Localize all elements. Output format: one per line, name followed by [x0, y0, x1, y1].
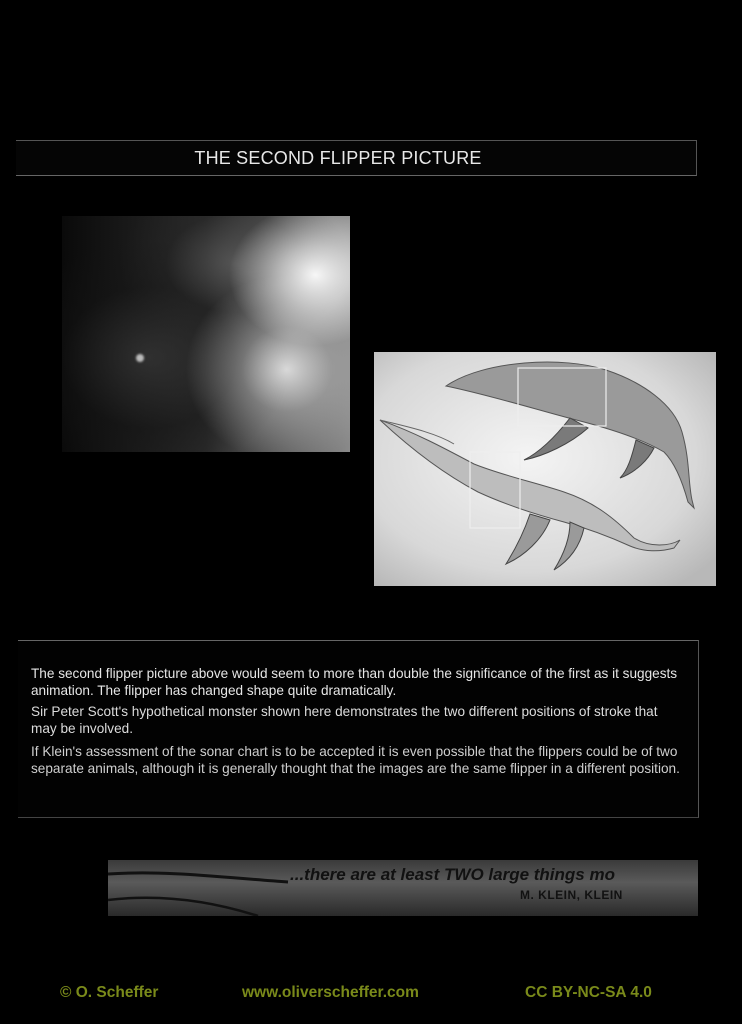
- caption-panel: [18, 640, 699, 818]
- lower-creature-flipper-front: [506, 514, 550, 564]
- monster-illustration: [374, 352, 716, 586]
- quote-author: M. KLEIN, KLEIN: [520, 888, 623, 902]
- caption-paragraph-2: Sir Peter Scott's hypothetical monster shown here demonstrates the two different positions of stroke that may be involved.: [31, 704, 658, 736]
- copyright-label: © O. Scheffer: [60, 984, 159, 1001]
- credit-footer: [0, 984, 742, 1006]
- caption-paragraph-1: The second flipper picture above would seem to more than double the significance of the first as it suggests animation. The flipper has changed shape quite dramatically.: [31, 666, 678, 698]
- license-label: CC BY-NC-SA 4.0: [525, 984, 652, 1001]
- quote-plaque: [108, 860, 698, 916]
- monster-drawing-svg: [374, 352, 716, 586]
- upper-creature-flipper-front: [524, 418, 588, 460]
- lower-creature-flipper-rear: [554, 522, 584, 570]
- quote-text: ...there are at least TWO large things mo: [290, 865, 615, 884]
- underwater-flipper-photo: [62, 216, 350, 452]
- page-title: THE SECOND FLIPPER PICTURE: [194, 147, 482, 168]
- sonar-trace-line-2: [108, 898, 258, 916]
- photo-speck: [136, 354, 144, 362]
- title-banner: [16, 140, 697, 176]
- upper-creature-flipper-rear: [620, 440, 654, 478]
- website-link[interactable]: www.oliverscheffer.com: [242, 984, 419, 1001]
- sonar-trace-line-1: [108, 873, 288, 882]
- caption-paragraph-3: If Klein's assessment of the sonar chart is to be accepted it is even possible that the flippers could be of two separate animals, although it is generally thought that the images are the same flipper in a different position.: [31, 744, 680, 776]
